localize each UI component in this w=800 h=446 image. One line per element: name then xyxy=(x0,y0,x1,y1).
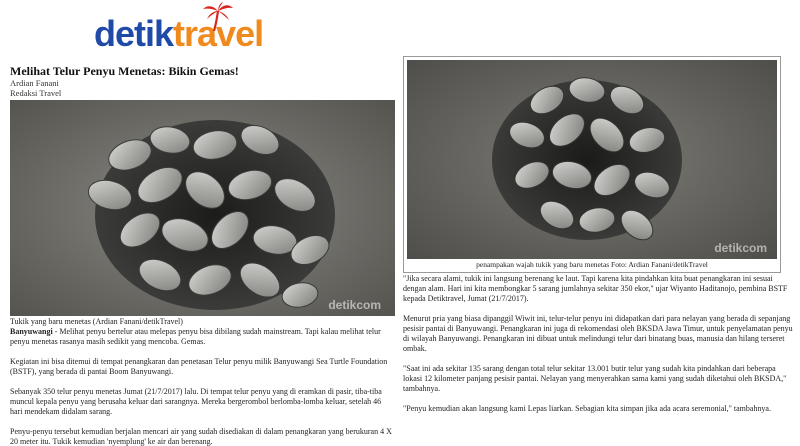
paragraph-3: Sebanyak 350 telur penyu menetas Jumat (21/7/2017) lalu. Di tempat telur penyu yang di eramkan di pasir, tiba-tiba muncul kepala penyu yang berusaha keluar dari sarangnya. Mereka bergerombol berlomba-lomba keluar, setelah 46 hari mendekam didalam sarang. xyxy=(10,387,382,416)
quote-1: "Jika secara alami, tukik ini langsung berenang ke laut. Tapi karena kita pindahkan kita buat penangkaran ini sesuai dengan alam. Hari ini kita membongkar 5 sarang jumlahnya sekitar 350 ekor," ujar Wiyanto Haditanojo, pembina BSTF kepada Detiktravel, Jumat (21/7/2017). xyxy=(403,274,788,303)
photo-caption-2: penampakan wajah tukik yang baru menetas Foto: Ardian Fanani/detikTravel xyxy=(476,260,708,269)
quote-3: "Penyu kemudian akan langsung kami Lepas liarkan. Sebagian kita simpan jika ada acara seremonial," tambahnya. xyxy=(403,404,771,413)
hatchlings-image-2 xyxy=(407,60,777,259)
site-logo[interactable] xyxy=(94,6,314,58)
article-author: Ardian Fanani xyxy=(10,78,59,88)
lead-paragraph xyxy=(10,327,395,347)
logo-wordmark xyxy=(94,14,263,54)
article-left-column xyxy=(10,64,395,446)
paragraph-4: Penyu-penyu tersebut kemudian berjalan mencari air yang sudah disediakan di dalam penangkaran yang berukuran 4 X 20 meter itu. Tukik kemudian 'nyemplung' ke air dan berenang. xyxy=(10,427,392,446)
logo-detik: detik xyxy=(94,13,174,54)
article-photo-1 xyxy=(10,100,395,316)
logo-travel: travel xyxy=(173,13,264,54)
photo-frame-2 xyxy=(403,56,781,273)
article-photo-2 xyxy=(407,60,777,259)
paragraph-5: Menurut pria yang biasa dipanggil Wiwit ini, telur-telur penyu ini didapatkan dari para nelayan yang berada di sepanjang pesisir pantai di Banyuwangi. Penangkaran ini juga di rekomendasi oleh BKSDA Jawa Timur, untuk penyelamatan penyu di wilayah Banyuwangi. Penangkaran ini dibuat untuk melindungi telur dari binatang buas, manusia dan hilang terseret ombak. xyxy=(403,314,793,353)
photo-watermark: detikcom xyxy=(328,298,381,312)
article-desk: Redaksi Travel xyxy=(10,88,62,98)
lead-location: Banyuwangi xyxy=(10,327,53,336)
article-title: Melihat Telur Penyu Menetas: Bikin Gemas! xyxy=(10,64,239,78)
lead-text: - Melihat penyu bertelur atau melepas penyu bisa dibilang sudah mainstream. Tapi kalau melihat telur penyu menetas rasanya masih sedikit yang mencoba. Gemas. xyxy=(10,327,381,346)
photo-watermark-2: detikcom xyxy=(714,241,767,255)
photo-caption-1: Tukik yang baru menetas (Ardian Fanani/detikTravel) xyxy=(10,317,183,326)
paragraph-2: Kegiatan ini bisa ditemui di tempat penangkaran dan penetasan Telur penyu milik Banyuwangi Sea Turtle Foundation (BSTF), yang berada di pantai Boom Banyuwangi. xyxy=(10,357,388,376)
quote-2: "Saat ini ada sekitar 135 sarang dengan total telur sekitar 13.001 butir telur yang sudah kita pindahkan dari beberapa lokasi 12 kilometer panjang pesisir pantai. Nelayan yang menyerahkan sama kami yang sudah diketahui oleh BKSDA," tambahnya. xyxy=(403,364,787,393)
hatchlings-image xyxy=(10,100,395,316)
article-right-column xyxy=(403,56,795,414)
palm-tree-icon xyxy=(201,2,235,32)
